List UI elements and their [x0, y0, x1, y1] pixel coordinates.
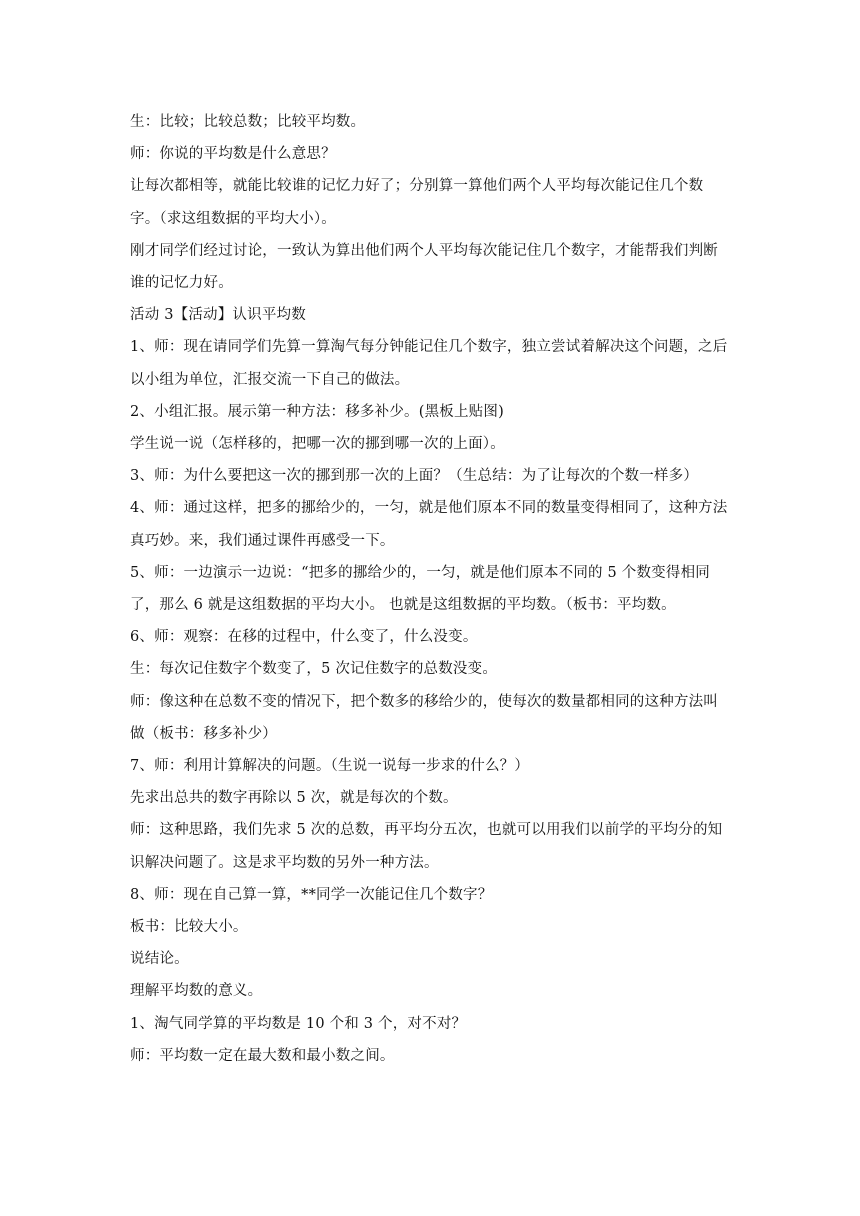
paragraph: 生：每次记住数字个数变了，5 次记住数字的总数没变。 — [130, 661, 498, 678]
paragraph: 学生说一说（怎样移的，把哪一次的挪到哪一次的上面）。 — [130, 436, 505, 453]
paragraph: 板书：比较大小。 — [130, 919, 248, 936]
paragraph: 1、淘气同学算的平均数是 10 个和 3 个，对不对？ — [130, 1015, 467, 1032]
paragraph: 师：平均数一定在最大数和最小数之间。 — [130, 1047, 395, 1064]
paragraph: 2、小组汇报。展示第一种方法：移多补少。(黑板上贴图) — [130, 403, 504, 420]
paragraph: 4、师：通过这样，把多的挪给少的，一匀，就是他们原本不同的数量变得相同了，这种方法真巧妙。来，我们通过课件再感受一下。 — [130, 500, 728, 549]
paragraph: 师：像这种在总数不变的情况下，把个数多的移给少的，使每次的数量都相同的这种方法叫做（板书：移多补少） — [130, 693, 718, 742]
paragraph: 3、师：为什么要把这一次的挪到那一次的上面？（生总结：为了让每次的个数一样多） — [130, 468, 699, 485]
paragraph: 6、师：观察：在移的过程中，什么变了，什么没变。 — [130, 629, 478, 646]
paragraph: 先求出总共的数字再除以 5 次，就是每次的个数。 — [130, 790, 458, 807]
paragraph: 5、师：一边演示一边说：“把多的挪给少的，一匀，就是他们原本不同的 5 个数变得相同了，那么 6 就是这组数据的平均大小。 也就是这组数据的平均数。（板书：平均数。 — [130, 564, 710, 614]
paragraph: 说结论。 — [130, 951, 189, 968]
paragraph: 师：这种思路，我们先求 5 次的总数，再平均分五次，也就可以用我们以前学的平均分的知识解决问题了。这是求平均数的另外一种方法。 — [130, 822, 723, 871]
section-heading: 活动 3【活动】认识平均数 — [130, 307, 306, 324]
paragraph: 师：你说的平均数是什么意思？ — [130, 146, 336, 163]
paragraph: 让每次都相等，就能比较谁的记忆力好了；分别算一算他们两个人平均每次能记住几个数字。（求这组数据的平均大小）。 — [130, 178, 704, 227]
paragraph: 1、师：现在请同学们先算一算淘气每分钟能记住几个数字，独立尝试着解决这个问题，之后以小组为单位，汇报交流一下自己的做法。 — [130, 339, 728, 388]
paragraph: 7、师：利用计算解决的问题。（生说一说每一步求的什么？） — [130, 758, 530, 775]
paragraph: 刚才同学们经过讨论，一致认为算出他们两个人平均每次能记住几个数字，才能帮我们判断谁的记忆力好。 — [130, 242, 718, 292]
document-body — [130, 106, 730, 1072]
paragraph: 理解平均数的意义。 — [130, 983, 263, 1000]
paragraph: 8、师：现在自己算一算，**同学一次能记住几个数字？ — [130, 886, 493, 903]
paragraph: 生：比较；比较总数；比较平均数。 — [130, 114, 366, 130]
